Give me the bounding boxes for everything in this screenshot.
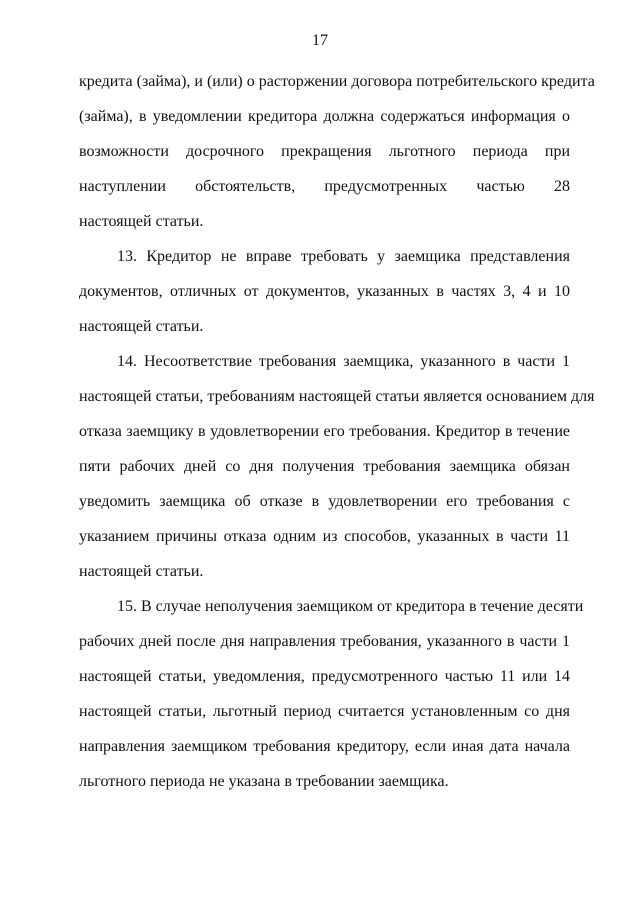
text-line: льготного периода не указана в требовании заемщика. [79,773,449,790]
text-line: отказа заемщику в удовлетворении его требования. Кредитор в течение [79,423,570,440]
text-line: настоящей статьи, уведомления, предусмотренного частью 11 или 14 [79,668,570,685]
paragraph-14-first-line: 14. Несоответствие требования заемщика, указанного в части 1 [117,353,570,370]
text-line: настоящей статьи, льготный период считается установленным со дня [79,703,570,720]
text-line: наступлении обстоятельств, предусмотренных частью 28 [79,178,570,195]
page-number: 17 [312,32,328,49]
text-line: направления заемщиком требования кредитору, если иная дата начала [79,738,570,755]
text-line: (займа), в уведомлении кредитора должна содержаться информация о [79,108,570,125]
text-line: уведомить заемщика об отказе в удовлетворении его требования с [79,493,570,510]
paragraph-13-first-line: 13. Кредитор не вправе требовать у заемщика представления [117,248,570,265]
text-line: кредита (займа), и (или) о расторжении договора потребительского кредита [79,73,595,90]
text-line: настоящей статьи. [79,213,204,230]
text-line: возможности досрочного прекращения льготного периода при [79,143,570,160]
text-line: рабочих дней после дня направления требования, указанного в части 1 [79,633,570,650]
text-line: настоящей статьи, требованиям настоящей статьи является основанием для [79,388,595,405]
paragraph-15-first-line: 15. В случае неполучения заемщиком от кредитора в течение десяти [117,598,584,615]
text-line: документов, отличных от документов, указанных в частях 3, 4 и 10 [79,283,570,300]
text-line: указанием причины отказа одним из способов, указанных в части 11 [79,528,570,545]
text-line: настоящей статьи. [79,318,204,335]
text-line: настоящей статьи. [79,563,204,580]
text-line: пяти рабочих дней со дня получения требования заемщика обязан [79,458,570,475]
